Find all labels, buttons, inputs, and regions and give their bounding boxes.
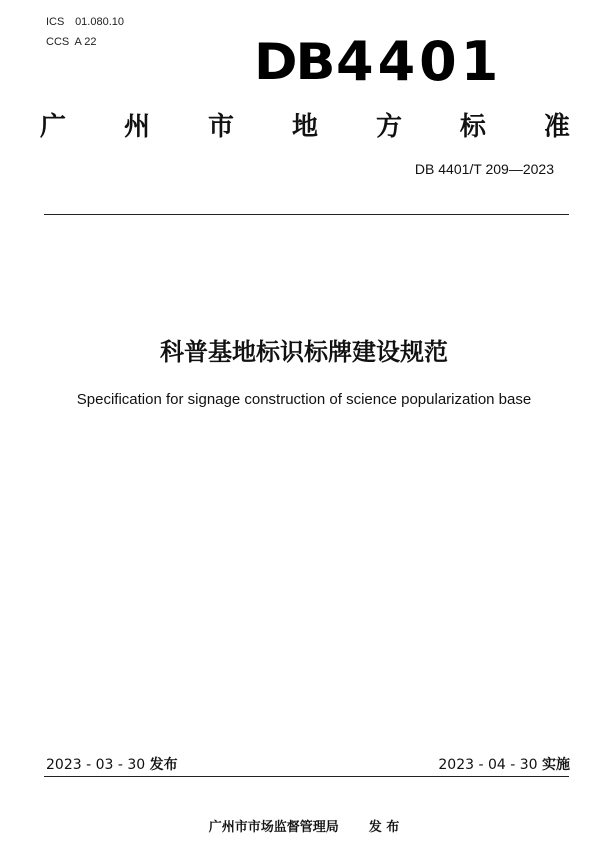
- publish-date: 2023 - 03 - 30: [46, 757, 146, 773]
- ics-code: [46, 15, 124, 29]
- standard-type-char: 标: [459, 112, 486, 142]
- issuer-line: [0, 818, 608, 838]
- implement-verb: 实施: [542, 757, 570, 773]
- standard-type-char: 准: [543, 112, 570, 142]
- issuer-verb: 发 布: [368, 820, 400, 835]
- bottom-divider: [44, 776, 569, 777]
- ccs-code: [46, 35, 96, 49]
- db-logo-number: 4401: [336, 30, 503, 93]
- publish-date-line: [46, 755, 178, 775]
- standard-number: DB 4401/T 209—2023: [414, 161, 554, 177]
- standard-type-char: 广: [40, 112, 67, 142]
- ics-value: 01.080.10: [75, 16, 124, 28]
- top-divider: [44, 214, 569, 215]
- publish-verb: 发布: [149, 757, 178, 773]
- ccs-value: A 22: [74, 36, 97, 48]
- db-logo-prefix: DB: [254, 33, 334, 91]
- ics-label: ICS: [46, 16, 65, 28]
- standard-type-title: [40, 110, 570, 144]
- title-chinese: 科普基地标识标牌建设规范: [160, 338, 448, 366]
- ccs-label: CCS: [46, 36, 70, 48]
- implement-date: 2023 - 04 - 30: [438, 757, 538, 773]
- implement-date-line: [438, 755, 570, 775]
- standard-type-char: 地: [291, 112, 318, 142]
- standard-type-char: 方: [375, 112, 402, 142]
- issuer-name: 广州市市场监督管理局: [208, 820, 339, 835]
- db-logo: [254, 30, 503, 93]
- standard-type-char: 州: [123, 112, 150, 142]
- title-english: Specification for signage construction of science popularization base: [76, 391, 532, 408]
- standard-type-char: 市: [207, 112, 234, 142]
